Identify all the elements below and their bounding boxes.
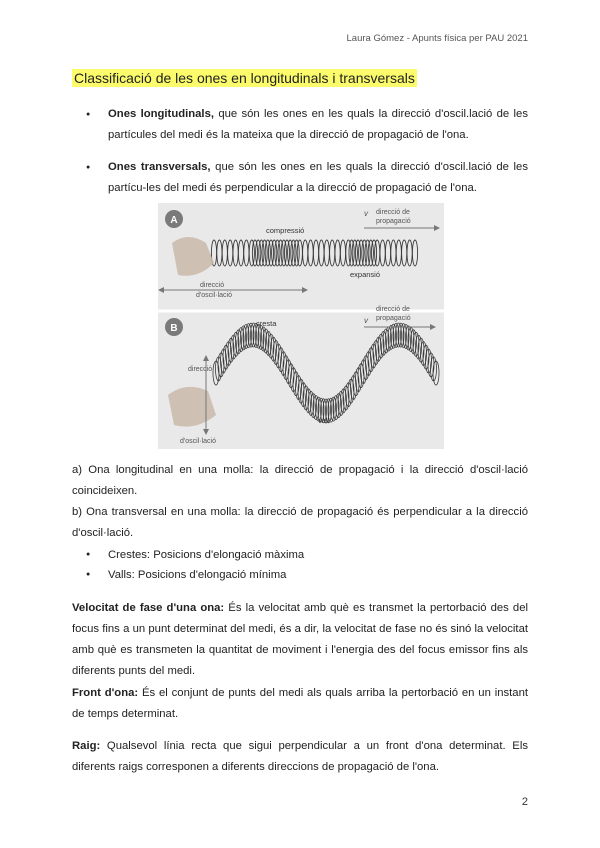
- panel-b-letter: B: [170, 323, 178, 334]
- page-header: Laura Gómez - Apunts física per PAU 2021: [346, 33, 528, 44]
- propagation-label-a-2: propagació: [376, 218, 411, 225]
- velocity-symbol-a: v: [364, 209, 368, 218]
- definition-transversal: que són les ones en les quals la direcció d'oscil.lació de les partícu-les del medi és perpendicular a la direcció de propagació de l'ona.: [108, 161, 528, 194]
- velocity-symbol-b: v: [364, 316, 368, 325]
- propagation-label-a-1: direcció de: [376, 209, 410, 216]
- term-ray: Raig:: [72, 740, 101, 752]
- paragraph-ray: [72, 736, 528, 778]
- propagation-label-b-1: direcció de: [376, 306, 410, 313]
- paragraph-wave-front: [72, 683, 528, 725]
- term-longitudinal: Ones longitudinals,: [108, 108, 214, 120]
- wave-types-list: [72, 104, 528, 210]
- list-item-longitudinal: [72, 104, 528, 146]
- list-item-transversal: [72, 157, 528, 199]
- expansion-label: expansió: [350, 270, 381, 279]
- text-wave-front: És el conjunt de punts del medi als quals arriba la pertorbació en un instant de temps determinat.: [72, 687, 528, 720]
- crest-label: cresta: [256, 319, 277, 328]
- page-number: 2: [521, 796, 528, 808]
- figure-caption: [72, 460, 528, 544]
- section-title: Classificació de les ones en longitudinals i transversals: [74, 70, 415, 86]
- definition-crests: ● Crestes: Posicions d'elongació màxima: [72, 545, 304, 565]
- definition-troughs: ● Valls: Posicions d'elongació mínima: [72, 565, 304, 585]
- trough-label: vall: [318, 416, 330, 425]
- term-transversal: Ones transversals,: [108, 161, 211, 173]
- spring-waves-figure: [158, 203, 444, 449]
- paragraph-phase-velocity: [72, 598, 528, 682]
- oscillation-label-a-1: direcció: [200, 282, 225, 289]
- definitions-list: [72, 545, 304, 585]
- compression-label: compressió: [266, 226, 305, 235]
- propagation-label-b-2: propagació: [376, 315, 411, 322]
- text-ray: Qualsevol línia recta que sigui perpendicular a un front d'ona determinat. Els diferents raigs corresponen a diferents direccions de propagació de l'ona.: [72, 740, 528, 773]
- oscillation-label-b-2: d'oscil·lació: [180, 438, 216, 445]
- caption-a: a) Ona longitudinal en una molla: la direcció de propagació i la direcció d'oscil·lació coincideixen.: [72, 464, 528, 497]
- oscillation-label-b-1: direcció: [188, 366, 213, 373]
- definition-longitudinal: que són les ones en les quals la direcció d'oscil.lació de les partícules del medi és la mateixa que la direcció de propagació de l'ona.: [108, 108, 528, 141]
- panel-a-letter: A: [170, 215, 178, 226]
- term-phase-velocity: Velocitat de fase d'una ona:: [72, 602, 225, 614]
- caption-b: b) Ona transversal en una molla: la direcció de propagació és perpendicular a la direcció d'oscil·lació.: [72, 506, 528, 539]
- text-phase-velocity: És la velocitat amb què es transmet la pertorbació des del focus fins a un punt determinat del medi, és a dir, la velocitat de fase no és sinó la velocitat amb què es transmeten la quantitat de moviment i l'energia des del focus emissor fins als diferents punts del medi.: [72, 602, 529, 677]
- term-wave-front: Front d'ona:: [72, 687, 139, 699]
- oscillation-label-a-2: d'oscil·lació: [196, 292, 232, 299]
